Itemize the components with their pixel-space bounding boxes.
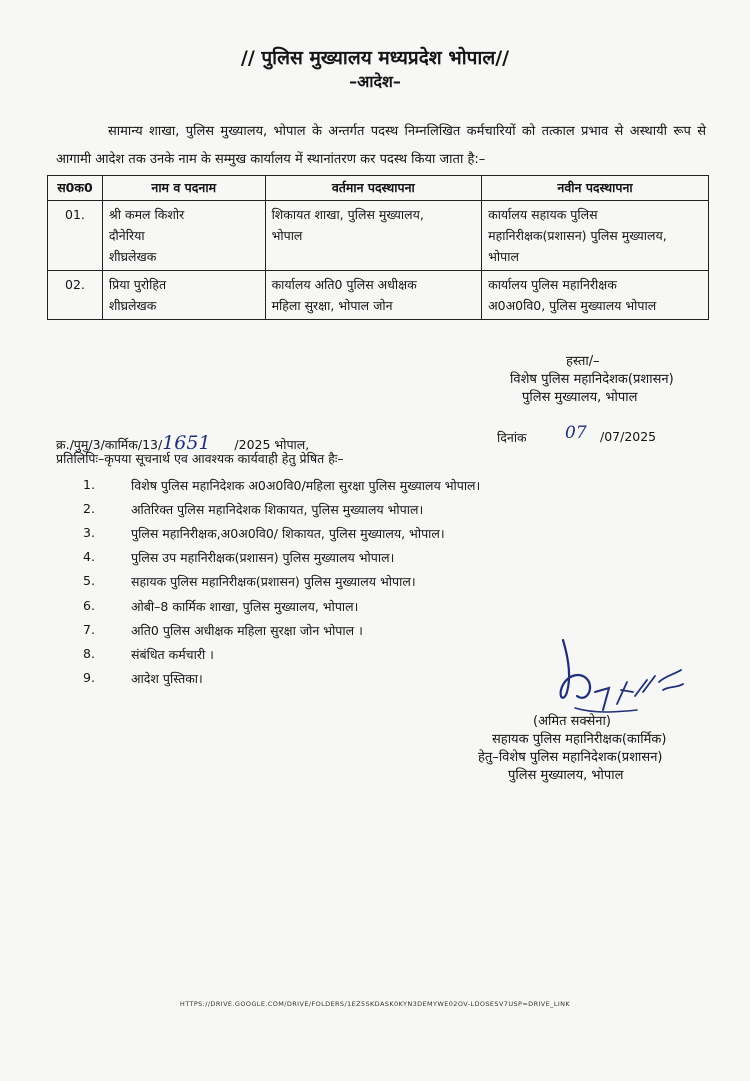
table-header-row xyxy=(48,176,709,201)
signatory-2-name: (अमित सक्सेना) xyxy=(533,714,611,729)
row-current-posting xyxy=(265,271,482,320)
intro-paragraph xyxy=(56,118,706,174)
current-posting-line: कार्यालय अति0 पुलिस अधीक्षक xyxy=(271,277,417,292)
header-name: नाम व पदनाम xyxy=(102,176,265,201)
row-sno: 02. xyxy=(48,271,103,320)
list-item-number: 4. xyxy=(83,549,95,565)
row-new-posting xyxy=(482,271,709,320)
document-title: // पुलिस मुख्यालय मध्यप्रदेश भोपाल// xyxy=(240,47,510,69)
list-item-text: ओबी–8 कार्मिक शाखा, पुलिस मुख्यालय, भोपाल। xyxy=(131,598,359,614)
current-posting-line: भोपाल xyxy=(271,228,303,243)
list-item-text: आदेश पुस्तिका। xyxy=(131,670,203,686)
name-line: दौनेरिया xyxy=(108,228,145,243)
designation-line: शीघ्रलेखक xyxy=(108,298,157,313)
order-heading: –आदेश– xyxy=(349,72,401,91)
footer-drive-link: HTTPS://DRIVE.GOOGLE.COM/DRIVE/FOLDERS/1EZ5SKDASK0KYN3DEMYWE02OV-LDOSESV7USP=DRIVE_LINK xyxy=(179,1000,571,1008)
row-new-posting xyxy=(482,201,709,271)
new-posting-line: अ0अ0वि0, पुलिस मुख्यालय भोपाल xyxy=(488,298,657,313)
list-item-number: 6. xyxy=(83,597,95,613)
reference-suffix: /2025 भोपाल, xyxy=(234,437,310,452)
list-item-number: 5. xyxy=(83,573,95,589)
header-current-posting: वर्तमान पदस्थापना xyxy=(265,176,482,201)
list-item-number: 3. xyxy=(83,525,95,541)
list-item-number: 2. xyxy=(83,501,95,517)
list-item-number: 9. xyxy=(83,669,95,685)
row-name xyxy=(102,201,265,271)
row-current-posting xyxy=(265,201,482,271)
list-item-text: अतिरिक्त पुलिस महानिदेशक शिकायत, पुलिस मुख्यालय भोपाल। xyxy=(131,502,424,518)
new-posting-line: कार्यालय पुलिस महानिरीक्षक xyxy=(488,277,617,292)
table-row xyxy=(48,201,709,271)
transfer-table xyxy=(47,175,709,320)
row-sno: 01. xyxy=(48,201,103,271)
signatory-2-behalf: हेतु–विशेष पुलिस महानिदेशक(प्रशासन) xyxy=(478,750,663,765)
signed-mark: हस्ता/– xyxy=(566,354,600,369)
name-line: श्री कमल किशोर xyxy=(108,207,185,222)
list-item-text: पुलिस उप महानिरीक्षक(प्रशासन) पुलिस मुख्यालय भोपाल। xyxy=(131,550,395,566)
list-item-number: 1. xyxy=(83,477,95,492)
list-item-text: सहायक पुलिस महानिरीक्षक(प्रशासन) पुलिस मुख्यालय भोपाल। xyxy=(131,574,416,590)
designation-line: शीघ्रलेखक xyxy=(108,249,157,264)
list-item-number: 7. xyxy=(83,621,95,637)
header-sno: स0क0 xyxy=(48,176,103,201)
new-posting-line: कार्यालय सहायक पुलिस xyxy=(488,207,598,222)
signatory-1-designation: विशेष पुलिस महानिदेशक(प्रशासन) xyxy=(510,372,674,387)
list-item-text: अति0 पुलिस अधीक्षक महिला सुरक्षा जोन भोपाल । xyxy=(131,622,363,638)
table-row xyxy=(48,271,709,320)
list-item-text: विशेष पुलिस महानिदेशक अ0अ0वि0/महिला सुरक्षा पुलिस मुख्यालय भोपाल। xyxy=(131,478,481,493)
copy-to-intro: प्रतिलिपिः–कृपया सूचनार्थ एव आवश्यक कार्यवाही हेतु प्रेषित हैः– xyxy=(56,451,344,466)
new-posting-line: महानिरीक्षक(प्रशासन) पुलिस मुख्यालय, xyxy=(488,228,667,243)
list-item-text: पुलिस महानिरीक्षक,अ0अ0वि0/ शिकायत, पुलिस मुख्यालय, भोपाल। xyxy=(131,526,445,542)
name-line: प्रिया पुरोहित xyxy=(108,277,167,292)
new-posting-line: भोपाल xyxy=(488,249,519,264)
signatory-2-designation: सहायक पुलिस महानिरीक्षक(कार्मिक) xyxy=(492,732,667,747)
header-new-posting: नवीन पदस्थापना xyxy=(482,176,709,201)
current-posting-line: महिला सुरक्षा, भोपाल जोन xyxy=(271,298,393,313)
handwritten-order-number: 1651 xyxy=(162,432,211,454)
reference-prefix: क्र./पुमु/3/कार्मिक/13/ xyxy=(56,437,163,452)
list-item-number: 8. xyxy=(83,645,95,661)
handwritten-date-day: 07 xyxy=(565,423,587,443)
row-name xyxy=(102,271,265,320)
signatory-2-office: पुलिस मुख्यालय, भोपाल xyxy=(508,768,624,783)
current-posting-line: शिकायत शाखा, पुलिस मुख्यालय, xyxy=(271,207,424,222)
date-month-year: /07/2025 xyxy=(600,429,657,444)
intro-line-1: सामान्य शाखा, पुलिस मुख्यालय, भोपाल के अन्तर्गत पदस्थ निम्नलिखित कर्मचारियों को तत्काल प्रभाव से xyxy=(108,124,624,139)
list-item-text: संबंधित कर्मचारी । xyxy=(131,646,214,662)
intro-line-2: अस्थायी रूप से आगामी आदेश तक उनके नाम के सम्मुख कार्यालय में स्थानांतरण कर पदस्थ किया जाता है:– xyxy=(56,124,706,167)
date-label: दिनांक xyxy=(497,430,527,445)
signatory-1-office: पुलिस मुख्यालय, भोपाल xyxy=(522,390,638,405)
